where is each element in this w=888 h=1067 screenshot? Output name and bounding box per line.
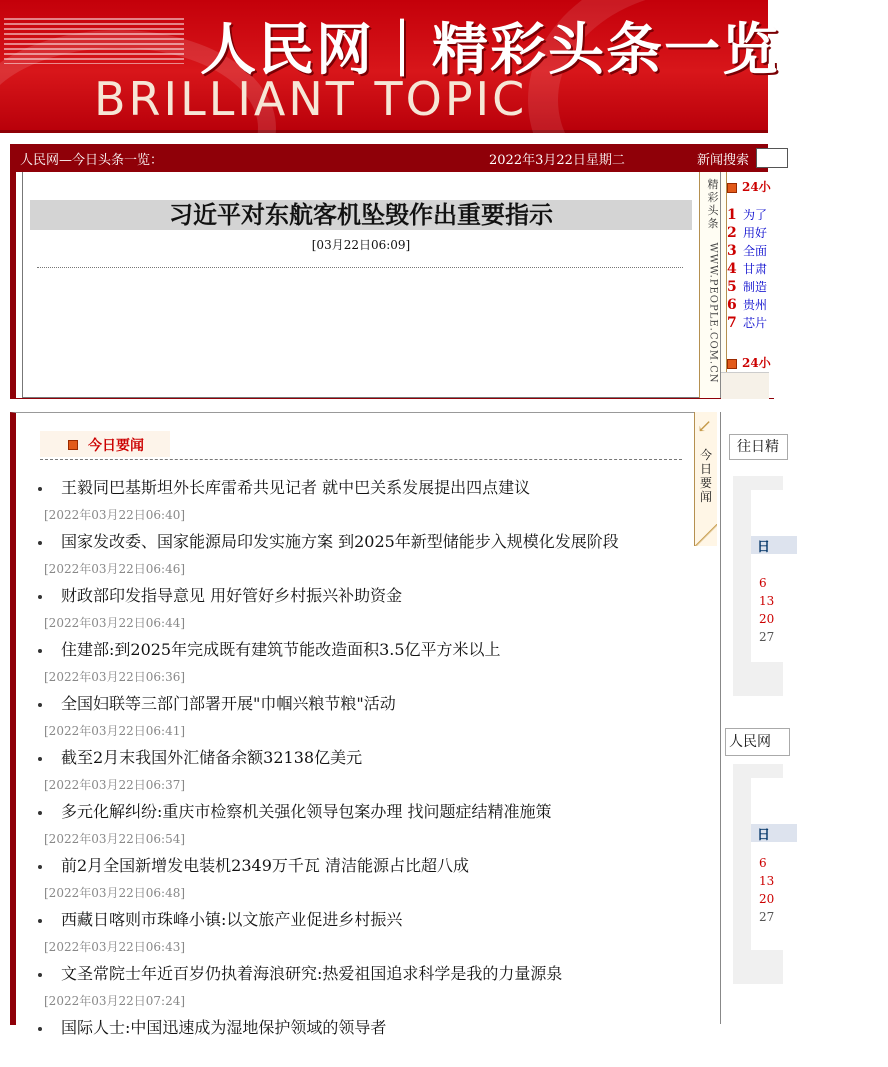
banner-subtitle: BRILLIANT TOPIC xyxy=(94,72,528,126)
news-link[interactable]: 住建部:到2025年完成既有建筑节能改造面积3.5亿平方米以上 xyxy=(61,640,501,659)
calendar-day[interactable]: 6 xyxy=(759,856,767,870)
calendar-day[interactable]: 13 xyxy=(759,874,775,888)
divider xyxy=(37,267,683,268)
calendar xyxy=(733,764,783,984)
calendar-day[interactable]: 27 xyxy=(759,630,775,644)
news-item xyxy=(38,905,688,959)
calendar-day[interactable]: 13 xyxy=(759,594,775,608)
headline-box xyxy=(22,172,700,398)
calendar-day[interactable]: 20 xyxy=(759,892,775,906)
square-bullet-icon xyxy=(727,183,737,193)
news-link[interactable]: 全国妇联等三部门部署开展"巾帼兴粮节粮"活动 xyxy=(61,694,396,713)
news-time: [2022年03月22日06:41] xyxy=(44,724,186,738)
news-time: [2022年03月22日06:48] xyxy=(44,886,186,900)
news-link[interactable]: 多元化解纠纷:重庆市检察机关强化领导包案办理 找问题症结精准施策 xyxy=(61,802,552,821)
calendar xyxy=(733,476,783,696)
news-time: [2022年03月22日06:36] xyxy=(44,670,186,684)
arrow-down-left-icon: ↙ xyxy=(697,416,713,437)
ranking-panel xyxy=(720,172,769,398)
news-item xyxy=(38,689,688,743)
ranking-item[interactable]: 7 芯片 xyxy=(727,315,768,331)
news-item xyxy=(38,473,688,527)
headline-title[interactable]: 习近平对东航客机坠毁作出重要指示 xyxy=(30,200,692,230)
news-link[interactable]: 前2月全国新增发电装机2349万千瓦 清洁能源占比超八成 xyxy=(61,856,469,875)
info-bar xyxy=(10,144,768,172)
banner-title: 人民网｜精彩头条一览 xyxy=(200,18,780,83)
square-bullet-icon xyxy=(68,440,78,450)
ranking-footer xyxy=(721,372,769,399)
ranking-item[interactable]: 5 制造 xyxy=(727,279,768,295)
ranking-list xyxy=(727,206,767,332)
news-item xyxy=(38,1013,688,1067)
news-time: [2022年03月22日06:46] xyxy=(44,562,186,576)
calendar-body xyxy=(751,778,791,950)
calendar-day[interactable]: 27 xyxy=(759,910,775,924)
calendar-day[interactable]: 6 xyxy=(759,576,767,590)
ranking-item[interactable]: 1 为了 xyxy=(727,207,768,223)
search-label: 新闻搜索 xyxy=(697,153,750,168)
news-link[interactable]: 国家发改委、国家能源局印发实施方案 到2025年新型储能步入规模化发展阶段 xyxy=(61,532,619,551)
news-item xyxy=(38,635,688,689)
ranking-heading-2: 24小 xyxy=(727,354,771,371)
news-item xyxy=(38,797,688,851)
section-header xyxy=(40,431,170,457)
ranking-item[interactable]: 3 全面 xyxy=(727,243,768,259)
headline-panel xyxy=(10,172,774,399)
news-item xyxy=(38,743,688,797)
vertical-label-text: 精彩头条 xyxy=(707,178,719,230)
news-link[interactable]: 西藏日喀则市珠峰小镇:以文旅产业促进乡村振兴 xyxy=(61,910,403,929)
banner xyxy=(0,0,780,133)
news-link[interactable]: 国际人士:中国迅速成为湿地保护领域的领导者 xyxy=(61,1018,387,1037)
section-side-label-text: 今日要闻 xyxy=(699,448,712,504)
news-time: [2022年03月22日07:24] xyxy=(44,994,186,1008)
section-title: 今日要闻 xyxy=(88,438,144,454)
vertical-url: WWW.PEOPLE.COM.CN xyxy=(707,242,719,384)
news-link[interactable]: 王毅同巴基斯坦外长库雷希共见记者 就中巴关系发展提出四点建议 xyxy=(61,478,531,497)
news-time: [2022年03月22日06:44] xyxy=(44,616,186,630)
news-time: [2022年03月22日06:54] xyxy=(44,832,186,846)
divider xyxy=(40,459,682,460)
news-time: [2022年03月22日06:37] xyxy=(44,778,186,792)
calendar-header: 日 xyxy=(751,536,797,554)
site-breadcrumb[interactable]: 人民网—今日头条一览： xyxy=(20,153,164,168)
corner-decoration xyxy=(695,524,717,546)
ranking-item[interactable]: 2 用好 xyxy=(727,225,768,241)
calendar-header: 日 xyxy=(751,824,797,842)
square-bullet-icon xyxy=(727,359,737,369)
news-item xyxy=(38,959,688,1013)
site-selector[interactable]: 人民网 xyxy=(725,728,790,756)
news-item xyxy=(38,851,688,905)
ranking-heading: 24小 xyxy=(727,178,771,195)
news-time: [2022年03月22日06:40] xyxy=(44,508,186,522)
news-time: [2022年03月22日06:43] xyxy=(44,940,186,954)
ranking-item[interactable]: 6 贵州 xyxy=(727,297,768,313)
news-list xyxy=(38,473,688,1067)
headline-time: [03月22日06:09] xyxy=(311,238,411,252)
news-link[interactable]: 财政部印发指导意见 用好管好乡村振兴补助资金 xyxy=(61,586,403,605)
current-date: 2022年3月22日星期二 xyxy=(489,153,625,168)
side-column xyxy=(720,412,779,1024)
news-item xyxy=(38,581,688,635)
search-input[interactable] xyxy=(756,148,788,168)
ranking-item[interactable]: 4 甘肃 xyxy=(727,261,768,277)
news-item xyxy=(38,527,688,581)
news-link[interactable]: 文圣常院士年近百岁仍执着海浪研究:热爱祖国追求科学是我的力量源泉 xyxy=(61,964,563,983)
calendar-day[interactable]: 20 xyxy=(759,612,775,626)
news-link[interactable]: 截至2月末我国外汇储备余额32138亿美元 xyxy=(61,748,363,767)
archive-selector[interactable]: 往日精 xyxy=(729,434,788,460)
section-side-label xyxy=(694,412,717,546)
news-section xyxy=(10,412,702,1037)
